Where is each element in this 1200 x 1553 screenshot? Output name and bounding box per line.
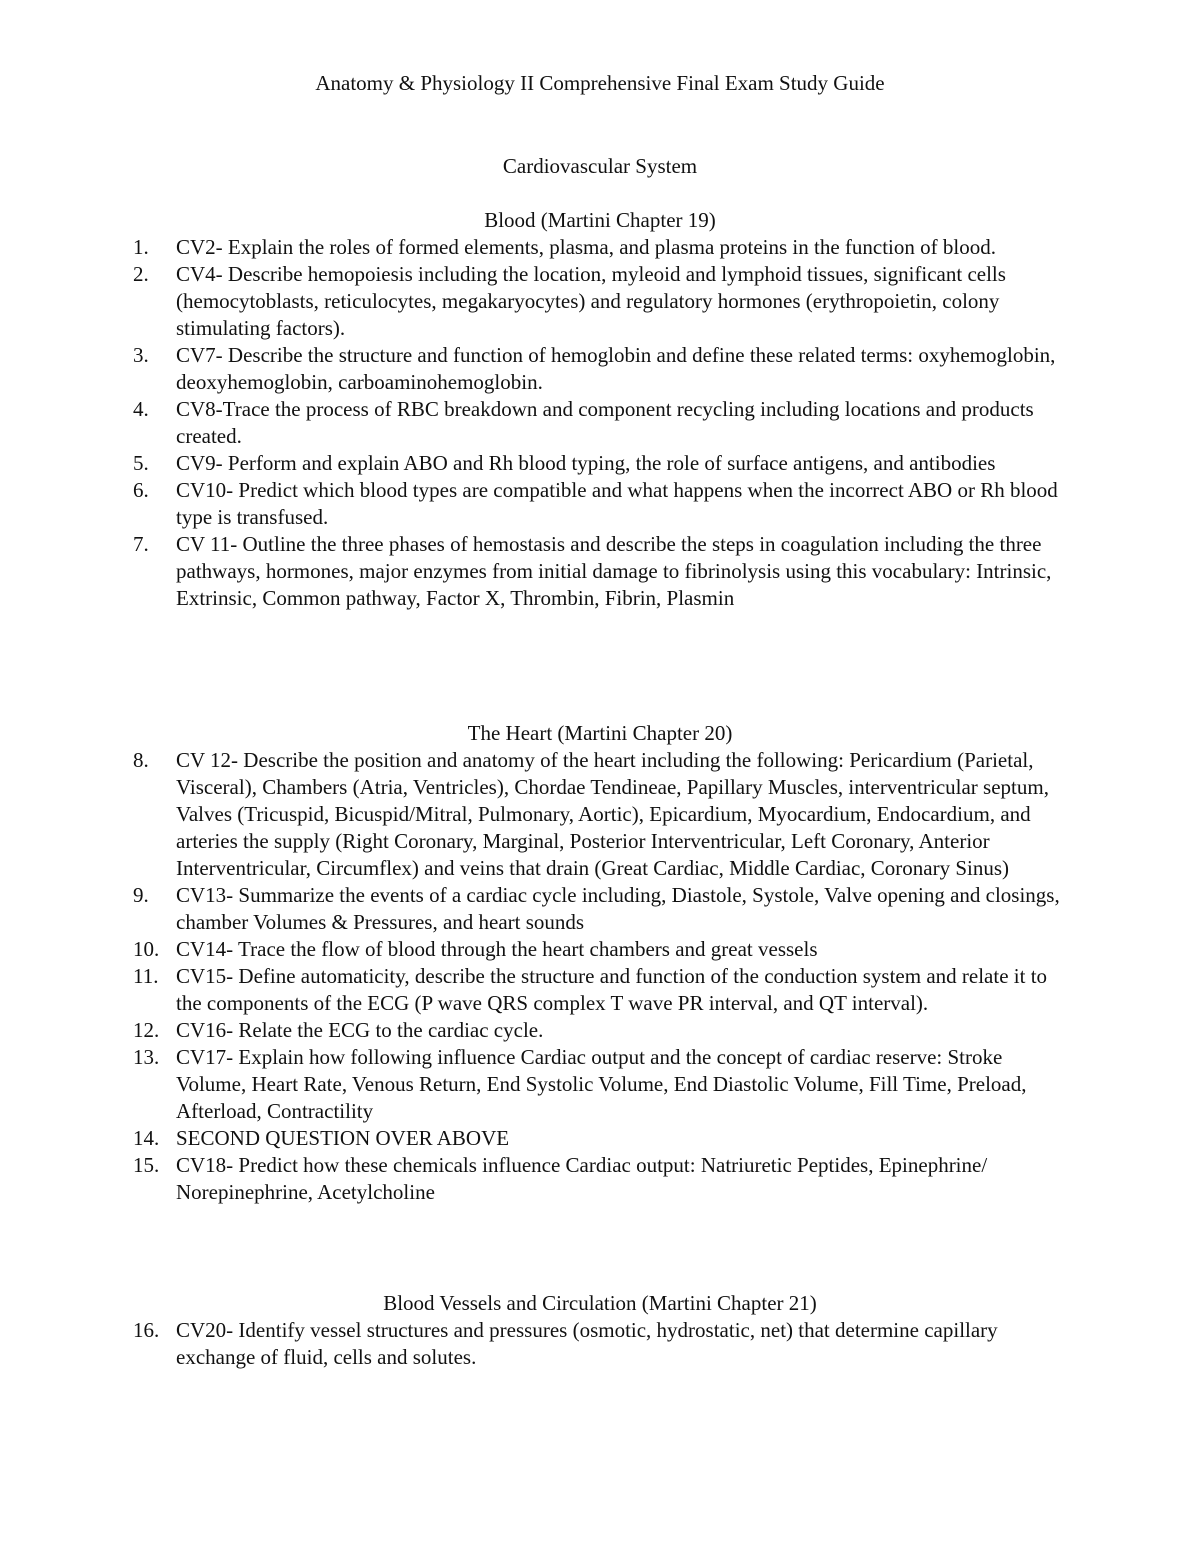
objective-item bbox=[0, 1152, 1200, 1206]
section-heading-vessels: Blood Vessels and Circulation (Martini Chapter 21) bbox=[383, 1291, 817, 1315]
item-number: 1. bbox=[133, 235, 149, 259]
item-number: 13. bbox=[133, 1045, 160, 1069]
objective-item bbox=[0, 1125, 1200, 1152]
item-number: 7. bbox=[133, 532, 149, 556]
objective-item bbox=[0, 882, 1200, 936]
item-text: CV2- Explain the roles of formed elements, plasma, and plasma proteins in the function of blood. bbox=[176, 235, 996, 259]
item-number: 16. bbox=[133, 1318, 160, 1342]
item-number: 6. bbox=[133, 478, 149, 502]
objective-item bbox=[0, 342, 1200, 396]
item-text: CV 12- Describe the position and anatomy of the heart including the following: Pericardium (Parietal, Visceral), Chambers (Atria, Ventricles), Chordae Tendineae, Papillary Muscles, interventricular septum, Valves (Tricuspid, Bicuspid/Mitral, Pulmonary, Aortic), Epicardium, Myocardium, Endocardium, and arteries the supply (Right Coronary, Marginal, Posterior Interventricular, Left Coronary, Anterior Interventricular, Circumflex) and veins that drain (Great Cardiac, Middle Cardiac, Coronary Sinus) bbox=[176, 748, 1049, 880]
objective-item bbox=[0, 936, 1200, 963]
item-text: CV14- Trace the flow of blood through the heart chambers and great vessels bbox=[176, 937, 818, 961]
objective-item bbox=[0, 234, 1200, 261]
item-number: 5. bbox=[133, 451, 149, 475]
item-text: CV9- Perform and explain ABO and Rh blood typing, the role of surface antigens, and antibodies bbox=[176, 451, 996, 475]
objective-item bbox=[0, 531, 1200, 612]
item-number: 4. bbox=[133, 397, 149, 421]
objective-item bbox=[0, 396, 1200, 450]
item-number: 15. bbox=[133, 1153, 160, 1177]
objective-item bbox=[0, 963, 1200, 1017]
item-number: 10. bbox=[133, 937, 160, 961]
objective-item bbox=[0, 1044, 1200, 1125]
item-text: CV7- Describe the structure and function of hemoglobin and define these related terms: oxyhemoglobin, deoxyhemoglobin, carboaminohemoglobin. bbox=[176, 343, 1056, 394]
item-text: CV10- Predict which blood types are compatible and what happens when the incorrect ABO or Rh blood type is transfused. bbox=[176, 478, 1058, 529]
item-text: CV18- Predict how these chemicals influence Cardiac output: Natriuretic Peptides, Epinephrine/ Norepinephrine, Acetylcholine bbox=[176, 1153, 988, 1204]
objective-item bbox=[0, 1017, 1200, 1044]
system-heading: Cardiovascular System bbox=[502, 154, 698, 178]
objective-list-vessels bbox=[0, 1317, 1200, 1371]
item-number: 3. bbox=[133, 343, 149, 367]
item-text: CV15- Define automaticity, describe the structure and function of the conduction system and relate it to the components of the ECG (P wave QRS complex T wave PR interval, and QT interval). bbox=[176, 964, 1048, 1015]
document-title: Anatomy & Physiology II Comprehensive Final Exam Study Guide bbox=[315, 71, 885, 95]
item-text: CV20- Identify vessel structures and pressures (osmotic, hydrostatic, net) that determine capillary exchange of fluid, cells and solutes. bbox=[176, 1318, 998, 1369]
item-text: CV17- Explain how following influence Cardiac output and the concept of cardiac reserve: Stroke Volume, Heart Rate, Venous Return, End Systolic Volume, End Diastolic Volume, Fill Time, Preload, Afterload, Contractility bbox=[176, 1045, 1027, 1123]
section-heading-heart: The Heart (Martini Chapter 20) bbox=[467, 721, 733, 745]
section-heading-blood: Blood (Martini Chapter 19) bbox=[484, 208, 716, 232]
item-text: CV4- Describe hemopoiesis including the location, myleoid and lymphoid tissues, significant cells (hemocytoblasts, reticulocytes, megakaryocytes) and regulatory hormones (erythropoietin, colony stimulating factors). bbox=[176, 262, 1006, 340]
objective-item bbox=[0, 477, 1200, 531]
item-number: 8. bbox=[133, 748, 149, 772]
item-text: CV13- Summarize the events of a cardiac cycle including, Diastole, Systole, Valve opening and closings, chamber Volumes & Pressures, and heart sounds bbox=[176, 883, 1060, 934]
objective-item bbox=[0, 1317, 1200, 1371]
item-number: 11. bbox=[133, 964, 159, 988]
item-text: CV8-Trace the process of RBC breakdown and component recycling including locations and products created. bbox=[176, 397, 1034, 448]
item-number: 14. bbox=[133, 1126, 160, 1150]
item-number: 2. bbox=[133, 262, 149, 286]
objective-item bbox=[0, 747, 1200, 882]
item-text: SECOND QUESTION OVER ABOVE bbox=[176, 1126, 510, 1150]
objective-list-heart bbox=[0, 747, 1200, 1206]
objective-item bbox=[0, 450, 1200, 477]
item-number: 9. bbox=[133, 883, 149, 907]
item-number: 12. bbox=[133, 1018, 160, 1042]
objective-item bbox=[0, 261, 1200, 342]
item-text: CV 11- Outline the three phases of hemostasis and describe the steps in coagulation including the three pathways, hormones, major enzymes from initial damage to fibrinolysis using this vocabulary: Intrinsic, Extrinsic, Common pathway, Factor X, Thrombin, Fibrin, Plasmin bbox=[176, 532, 1052, 610]
objective-list-blood bbox=[0, 234, 1200, 612]
item-text: CV16- Relate the ECG to the cardiac cycle. bbox=[176, 1018, 544, 1042]
